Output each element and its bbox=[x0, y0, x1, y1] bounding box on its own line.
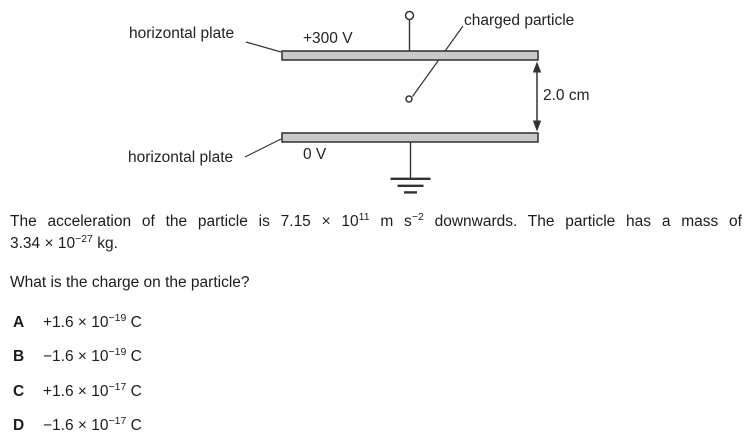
bottom-plate bbox=[282, 133, 538, 142]
gap-arrowhead-down bbox=[533, 121, 541, 132]
bottom-plate-leader-line bbox=[245, 139, 281, 157]
top-voltage-label: +300 V bbox=[303, 30, 353, 47]
particle-leader-line bbox=[413, 26, 464, 97]
parallel-plate-diagram bbox=[0, 0, 750, 205]
gap-arrowhead-up bbox=[533, 62, 541, 73]
option-c bbox=[13, 382, 142, 402]
option-b bbox=[13, 347, 142, 367]
option-c-value: $+1.6 \times 10^{-17}$ C bbox=[43, 381, 142, 400]
option-d bbox=[13, 416, 142, 436]
diagram-graphics bbox=[0, 0, 750, 205]
question-stem bbox=[10, 211, 742, 255]
gap-distance-label: 2.0 cm bbox=[543, 87, 590, 104]
question-prompt: What is the charge on the particle? bbox=[10, 274, 250, 291]
charged-particle-label: charged particle bbox=[464, 12, 575, 29]
bottom-plate-label: horizontal plate bbox=[128, 149, 234, 166]
option-c-letter: C bbox=[13, 383, 25, 400]
option-d-letter: D bbox=[13, 417, 25, 434]
terminal-circle bbox=[406, 12, 414, 20]
top-plate-leader-line bbox=[246, 42, 281, 52]
bottom-voltage-label: 0 V bbox=[303, 146, 327, 163]
stem-line-1: The acceleration of the particle is $7.15 \times 10^{11}$ m $s^{-2}$ downwards. The particle has a mass of bbox=[10, 211, 742, 230]
option-a bbox=[13, 313, 142, 333]
top-plate bbox=[282, 51, 538, 60]
charged-particle-dot bbox=[406, 96, 412, 102]
option-d-value: $-1.6 \times 10^{-17}$ C bbox=[43, 415, 142, 434]
top-plate-label: horizontal plate bbox=[129, 25, 235, 42]
option-a-letter: A bbox=[13, 314, 25, 331]
stem-line-2: $3.34 \times 10^{-27}$ kg. bbox=[10, 233, 118, 252]
option-b-value: $-1.6 \times 10^{-19}$ C bbox=[43, 346, 142, 365]
option-a-value: $+1.6 \times 10^{-19}$ C bbox=[43, 312, 142, 331]
option-b-letter: B bbox=[13, 348, 25, 365]
